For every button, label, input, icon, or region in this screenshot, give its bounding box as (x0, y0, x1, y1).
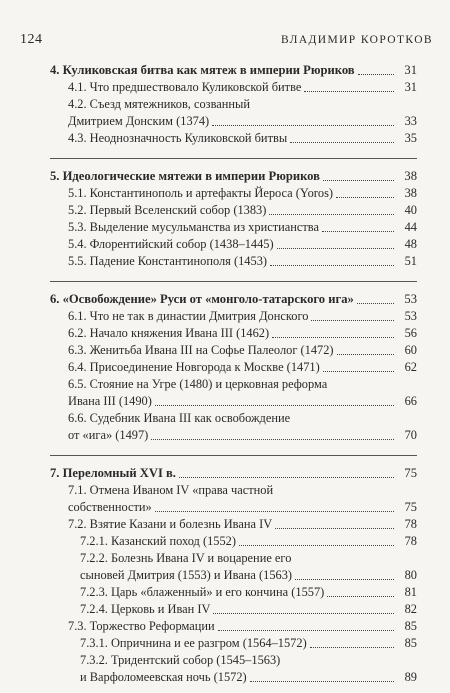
section-divider (50, 281, 417, 282)
entry-title: 7.2.4. Церковь и Иван IV (80, 602, 211, 616)
toc-entry[interactable] (50, 253, 417, 270)
page-ref: 75 (404, 500, 417, 514)
toc-entry[interactable] (50, 342, 417, 359)
entry-title: 7.2.3. Царь «блаженный» и его кончина (1557) (80, 585, 325, 599)
entry-title: 7.2.1. Казанский поход (1552) (80, 534, 236, 548)
entry-title: сыновей Дмитрия (1553) и Ивана (1563) (80, 568, 293, 582)
leader-dots (290, 142, 394, 143)
toc-entry[interactable] (50, 185, 417, 202)
toc-entry[interactable] (50, 516, 417, 533)
table-of-contents (50, 62, 417, 686)
toc-chapter-heading[interactable] (50, 62, 417, 79)
toc-entry-continued[interactable] (50, 393, 417, 410)
page-ref: 78 (404, 517, 417, 531)
toc-entry[interactable] (50, 376, 417, 393)
toc-entry[interactable] (50, 410, 417, 427)
toc-section-7 (50, 465, 417, 686)
leader-dots (323, 371, 394, 372)
page-ref: 38 (404, 169, 417, 183)
page-ref: 82 (404, 602, 417, 616)
leader-dots (270, 265, 394, 266)
toc-entry[interactable] (50, 202, 417, 219)
page-ref: 81 (404, 585, 417, 599)
leader-dots (239, 545, 394, 546)
entry-title: 4.2. Съезд мятежников, созванный (68, 97, 250, 111)
leader-dots (311, 320, 394, 321)
toc-entry[interactable] (50, 219, 417, 236)
toc-entry-continued[interactable] (50, 499, 417, 516)
entry-title: 6.4. Присоединение Новгорода к Москве (1471) (68, 360, 320, 374)
entry-title: 5.5. Падение Константинополя (1453) (68, 254, 268, 268)
toc-subentry[interactable] (50, 550, 417, 567)
page-ref: 80 (404, 568, 417, 582)
page-ref: 60 (404, 343, 417, 357)
entry-title: Дмитрием Донским (1374) (68, 114, 210, 128)
toc-entry-continued[interactable] (50, 427, 417, 444)
chapter-title: 6. «Освобождение» Руси от «монголо-татарского ига» (50, 292, 354, 306)
entry-title: 6.1. Что не так в династии Дмитрия Донского (68, 309, 309, 323)
toc-subentry[interactable] (50, 601, 417, 618)
page-number: 124 (20, 32, 43, 47)
entry-title: 5.4. Флорентийский собор (1438–1445) (68, 237, 274, 251)
leader-dots (337, 354, 394, 355)
entry-title: 6.6. Судебник Ивана III как освобождение (68, 411, 291, 425)
toc-entry[interactable] (50, 618, 417, 635)
leader-dots (212, 125, 394, 126)
entry-title: 7.3.1. Опричнина и ее разгром (1564–1572) (80, 636, 307, 650)
leader-dots (322, 231, 394, 232)
entry-title: 7.2. Взятие Казани и болезнь Ивана IV (68, 517, 273, 531)
page-ref: 53 (404, 309, 417, 323)
page-ref: 70 (404, 428, 417, 442)
leader-dots (275, 528, 394, 529)
page-ref: 66 (404, 394, 417, 408)
running-head: ВЛАДИМИР КОРОТКОВ (280, 34, 433, 46)
entry-title: 5.2. Первый Вселенский собор (1383) (68, 203, 267, 217)
entry-title: Ивана III (1490) (68, 394, 152, 408)
page-header (20, 32, 433, 50)
page-ref: 62 (404, 360, 417, 374)
toc-entry[interactable] (50, 236, 417, 253)
entry-title: 6.5. Стояние на Угре (1480) и церковная реформа (68, 377, 328, 391)
leader-dots (155, 511, 394, 512)
leader-dots (277, 248, 394, 249)
entry-title: 5.3. Выделение мусульманства из христианства (68, 220, 319, 234)
entry-title: собственности» (68, 500, 152, 514)
toc-subentry[interactable] (50, 584, 417, 601)
page-ref: 35 (404, 131, 417, 145)
leader-dots (358, 74, 394, 75)
leader-dots (269, 214, 394, 215)
toc-subentry-continued[interactable] (50, 567, 417, 584)
leader-dots (179, 477, 394, 478)
page-ref: 85 (404, 636, 417, 650)
section-divider (50, 455, 417, 456)
entry-title: от «ига» (1497) (68, 428, 149, 442)
page-ref: 75 (404, 466, 417, 480)
toc-entry[interactable] (50, 96, 417, 113)
page-ref: 31 (404, 63, 417, 77)
entry-title: 5.1. Константинополь и артефакты Йероса (Yoros) (68, 186, 334, 200)
toc-entry[interactable] (50, 79, 417, 96)
leader-dots (327, 596, 394, 597)
entry-title: 6.2. Начало княжения Ивана III (1462) (68, 326, 270, 340)
toc-chapter-heading[interactable] (50, 465, 417, 482)
leader-dots (357, 303, 394, 304)
page-ref: 33 (404, 114, 417, 128)
toc-subentry[interactable] (50, 533, 417, 550)
chapter-title: 4. Куликовская битва как мятеж в империи Рюриков (50, 63, 355, 77)
entry-title: 7.1. Отмена Иваном IV «права частной (68, 483, 274, 497)
toc-entry[interactable] (50, 359, 417, 376)
page-ref: 38 (404, 186, 417, 200)
toc-entry[interactable] (50, 482, 417, 499)
toc-entry[interactable] (50, 308, 417, 325)
leader-dots (323, 180, 394, 181)
toc-section-6 (50, 291, 417, 444)
leader-dots (272, 337, 394, 338)
toc-section-5 (50, 168, 417, 270)
entry-title: 7.3.2. Тридентский собор (1545–1563) (80, 653, 281, 667)
page-ref: 78 (404, 534, 417, 548)
page-ref: 31 (404, 80, 417, 94)
toc-section-4 (50, 62, 417, 147)
entry-title: 6.3. Женитьба Ивана III на Софье Палеолог (1472) (68, 343, 334, 357)
leader-dots (310, 647, 394, 648)
entry-title: 7.3. Торжество Реформации (68, 619, 215, 633)
page-ref: 53 (404, 292, 417, 306)
toc-entry-continued[interactable] (50, 113, 417, 130)
chapter-title: 5. Идеологические мятежи в империи Рюриков (50, 169, 320, 183)
page-ref: 51 (404, 254, 417, 268)
entry-title: 4.3. Неоднозначность Куликовской битвы (68, 131, 288, 145)
page-ref: 44 (404, 220, 417, 234)
leader-dots (213, 613, 394, 614)
entry-title: и Варфоломеевская ночь (1572) (80, 670, 247, 684)
page-ref: 56 (404, 326, 417, 340)
page-ref: 89 (404, 670, 417, 684)
toc-entry[interactable] (50, 130, 417, 147)
entry-title: 4.1. Что предшествовало Куликовской битве (68, 80, 302, 94)
leader-dots (250, 681, 394, 682)
toc-subentry[interactable] (50, 635, 417, 652)
toc-subentry-continued[interactable] (50, 669, 417, 686)
page-ref: 85 (404, 619, 417, 633)
page-ref: 40 (404, 203, 417, 217)
toc-chapter-heading[interactable] (50, 168, 417, 185)
entry-title: 7.2.2. Болезнь Ивана IV и воцарение его (80, 551, 292, 565)
leader-dots (155, 405, 394, 406)
section-divider (50, 158, 417, 159)
toc-entry[interactable] (50, 325, 417, 342)
leader-dots (218, 630, 394, 631)
page-ref: 48 (404, 237, 417, 251)
toc-chapter-heading[interactable] (50, 291, 417, 308)
leader-dots (295, 579, 394, 580)
leader-dots (151, 439, 394, 440)
leader-dots (336, 197, 394, 198)
chapter-title: 7. Переломный XVI в. (50, 466, 176, 480)
toc-subentry[interactable] (50, 652, 417, 669)
leader-dots (304, 91, 394, 92)
